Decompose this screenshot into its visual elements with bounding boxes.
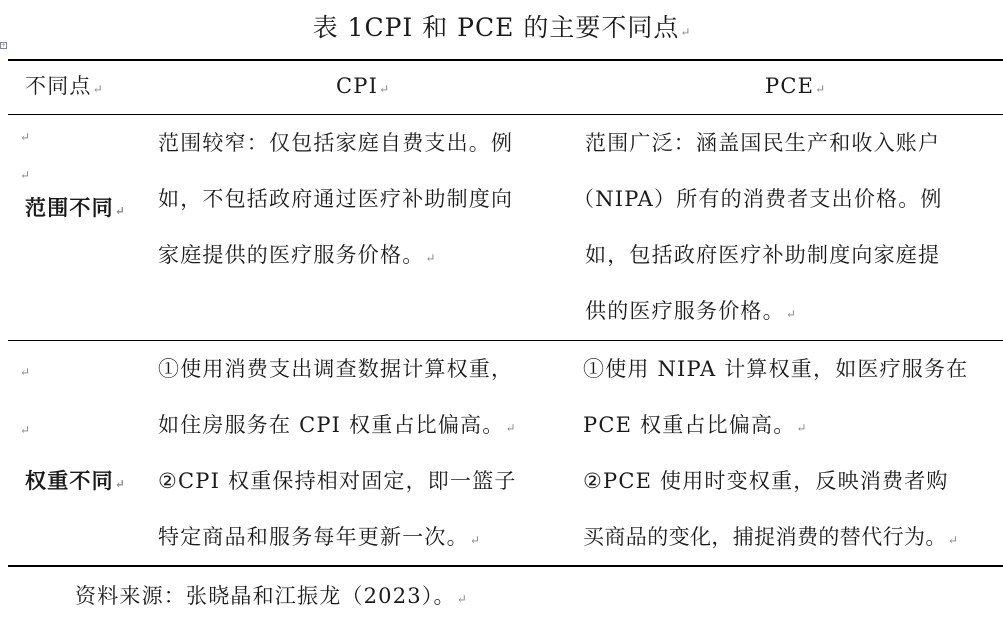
paragraph-mark-icon: ↵ <box>20 365 31 379</box>
cell-text-line: 如，包括政府医疗补助制度向家庭提 <box>585 243 941 267</box>
table-top-rule <box>8 59 1003 61</box>
cell-text-line: 范围广泛：涵盖国民生产和收入账户 <box>585 131 941 155</box>
cell-text-line: 如，不包括政府通过医疗补助制度向 <box>158 187 514 211</box>
row-label-text: 权重不同 <box>25 468 114 493</box>
paragraph-mark-icon: ↵ <box>92 82 103 96</box>
paragraph-mark-icon: ↵ <box>456 592 467 606</box>
paragraph-mark-icon: ↵ <box>785 307 796 321</box>
paragraph-mark-icon: ↵ <box>469 533 480 547</box>
cell-pce-scope <box>573 115 943 339</box>
header-label: PCE <box>765 74 815 98</box>
table-anchor-icon[interactable]: + <box>1 42 7 49</box>
table-bottom-rule <box>8 565 1003 567</box>
table-caption <box>0 8 1003 44</box>
cell-text-line: ②CPI 权重保持相对固定，即一篮子 <box>158 469 517 493</box>
cell-text-line: ①使用 NIPA 计算权重，如医疗服务在 <box>583 357 969 381</box>
cell-text-line: 买商品的变化，捕捉消费的替代行为。 <box>583 525 947 549</box>
source-note-text: 资料来源：张晓晶和江振龙（2023）。 <box>75 584 456 608</box>
cell-text-line: 特定商品和服务每年更新一次。 <box>158 525 469 549</box>
table-caption-text: 表 1CPI 和 PCE 的主要不同点 <box>312 13 680 42</box>
paragraph-mark-icon: ↵ <box>505 421 516 435</box>
paragraph-mark-icon: ↵ <box>20 168 31 182</box>
cell-pce-weight <box>583 341 968 565</box>
paragraph-mark-icon: ↵ <box>20 423 31 437</box>
header-cell-cpi <box>336 71 389 104</box>
cell-text-line: ①使用消费支出调查数据计算权重， <box>158 357 514 381</box>
paragraph-mark-icon: ↵ <box>379 82 390 96</box>
paragraph-mark-icon: ↵ <box>425 251 436 265</box>
header-cell-pce <box>765 71 825 104</box>
header-cell-difference <box>25 71 103 104</box>
cell-text-line: 范围较窄：仅包括家庭自费支出。例 <box>158 131 514 155</box>
cell-text-line: 如住房服务在 CPI 权重占比偏高。 <box>158 413 505 437</box>
cell-cpi-scope <box>158 115 513 283</box>
cell-text-line: （NIPA）所有的消费者支出价格。例 <box>573 187 943 211</box>
cell-text-line: PCE 权重占比偏高。 <box>583 413 796 437</box>
paragraph-mark-icon: ↵ <box>680 25 691 39</box>
paragraph-mark-icon: ↵ <box>815 82 826 96</box>
header-label: 不同点 <box>25 74 92 98</box>
paragraph-mark-icon: ↵ <box>796 421 807 435</box>
header-label: CPI <box>336 74 379 98</box>
paragraph-mark-icon: ↵ <box>947 533 958 547</box>
row-label-scope <box>25 180 125 239</box>
row-label-text: 范围不同 <box>25 195 114 220</box>
cell-text-line: 供的医疗服务价格。 <box>585 299 785 323</box>
paragraph-mark-icon: ↵ <box>114 477 125 491</box>
cell-text-line: 家庭提供的医疗服务价格。 <box>158 243 425 267</box>
cell-cpi-weight <box>158 341 517 565</box>
paragraph-mark-icon: ↵ <box>114 204 125 218</box>
cell-text-line: ②PCE 使用时变权重，反映消费者购 <box>583 469 949 493</box>
source-note <box>75 580 467 610</box>
row-label-weight <box>25 453 125 512</box>
paragraph-mark-icon: ↵ <box>20 130 31 144</box>
